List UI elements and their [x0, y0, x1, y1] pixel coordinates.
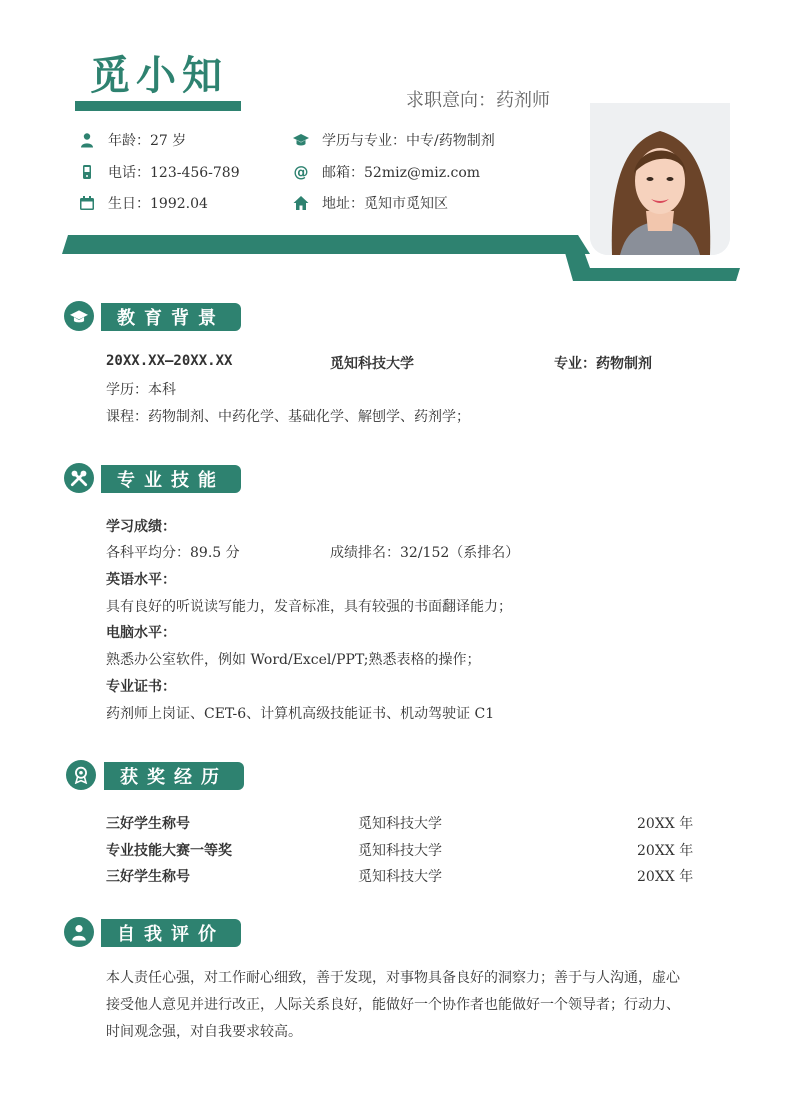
award-name: 三好学生称号: [106, 816, 190, 832]
graduation-cap-icon: [70, 307, 88, 325]
education-degree: 学历：本科: [106, 382, 176, 398]
cert-text: 药剂师上岗证、CET-6、计算机高级技能证书、机动驾驶证 C1: [106, 706, 495, 722]
medal-icon: [72, 766, 90, 784]
resume-name: 觅小知: [90, 53, 228, 99]
awards-section-title: 获奖经历: [104, 762, 244, 790]
education-major: 专业：药物制剂: [554, 356, 652, 372]
award-name: 专业技能大赛一等奖: [106, 843, 232, 859]
self-eval-line: 时间观念强，对自我要求较高。: [106, 1024, 302, 1040]
age-text: 年龄：27 岁: [108, 133, 187, 149]
info-phone: [78, 162, 240, 182]
education-period: 20XX.XX—20XX.XX: [106, 353, 233, 369]
english-text: 具有良好的听说读写能力，发音标准，具有较强的书面翻译能力；: [106, 599, 512, 615]
graduation-cap-icon: [292, 131, 310, 149]
study-label: 学习成绩：: [106, 519, 176, 535]
award-school: 觅知科技大学: [358, 816, 442, 832]
job-intent: 求职意向：药剂师: [406, 90, 550, 111]
education-school: 觅知科技大学: [330, 356, 414, 372]
award-year: 20XX 年: [637, 869, 694, 885]
self-eval-line: 本人责任心强，对工作耐心细致，善于发现，对事物具备良好的洞察力；善于与人沟通，虚心: [106, 970, 680, 986]
phone-text: 电话：123-456-789: [108, 165, 240, 181]
info-email: [292, 162, 480, 182]
rank-text: 成绩排名：32/152（系排名）: [330, 545, 520, 561]
birthday-text: 生日：1992.04: [108, 196, 208, 212]
award-school: 觅知科技大学: [358, 869, 442, 885]
self-eval-text: [106, 965, 706, 1046]
skills-section-icon: [64, 463, 94, 493]
education-section-icon: [64, 301, 94, 331]
info-age: [78, 130, 186, 150]
award-year: 20XX 年: [637, 816, 694, 832]
person-icon: [70, 923, 88, 941]
info-education: [292, 130, 495, 150]
svg-text:@: @: [293, 164, 309, 180]
home-icon: [292, 194, 310, 212]
education-text: 学历与专业：中专/药物制剂: [322, 133, 495, 149]
info-address: [292, 193, 448, 213]
person-icon: [78, 131, 96, 149]
profile-photo: [590, 103, 730, 255]
education-courses: 课程：药物制剂、中药化学、基础化学、解刨学、药剂学；: [106, 409, 470, 425]
email-text[interactable]: 邮箱：52miz@miz.com: [322, 165, 481, 181]
address-text: 地址：觅知市觅知区: [322, 196, 448, 212]
self-eval-line: 接受他人意见并进行改正，人际关系良好，能做好一个协作者也能做好一个领导者；行动力、: [106, 997, 680, 1013]
award-name: 三好学生称号: [106, 869, 190, 885]
computer-text: 熟悉办公室软件，例如 Word/Excel/PPT;熟悉表格的操作；: [106, 652, 481, 668]
name-underline-bar: [75, 101, 241, 111]
award-school: 觅知科技大学: [358, 843, 442, 859]
skills-section-title: 专业技能: [101, 465, 241, 493]
gpa-text: 各科平均分：89.5 分: [106, 545, 240, 561]
english-label: 英语水平：: [106, 572, 176, 588]
cert-label: 专业证书：: [106, 679, 176, 695]
awards-section-icon: [66, 760, 96, 790]
award-year: 20XX 年: [637, 843, 694, 859]
self-eval-section-icon: [64, 917, 94, 947]
info-birthday: [78, 193, 208, 213]
phone-icon: [78, 163, 96, 181]
at-icon: [292, 163, 310, 181]
calendar-icon: [78, 194, 96, 212]
computer-label: 电脑水平：: [106, 625, 176, 641]
education-section-title: 教育背景: [101, 303, 241, 331]
self-eval-section-title: 自我评价: [101, 919, 241, 947]
tools-icon: [70, 469, 88, 487]
